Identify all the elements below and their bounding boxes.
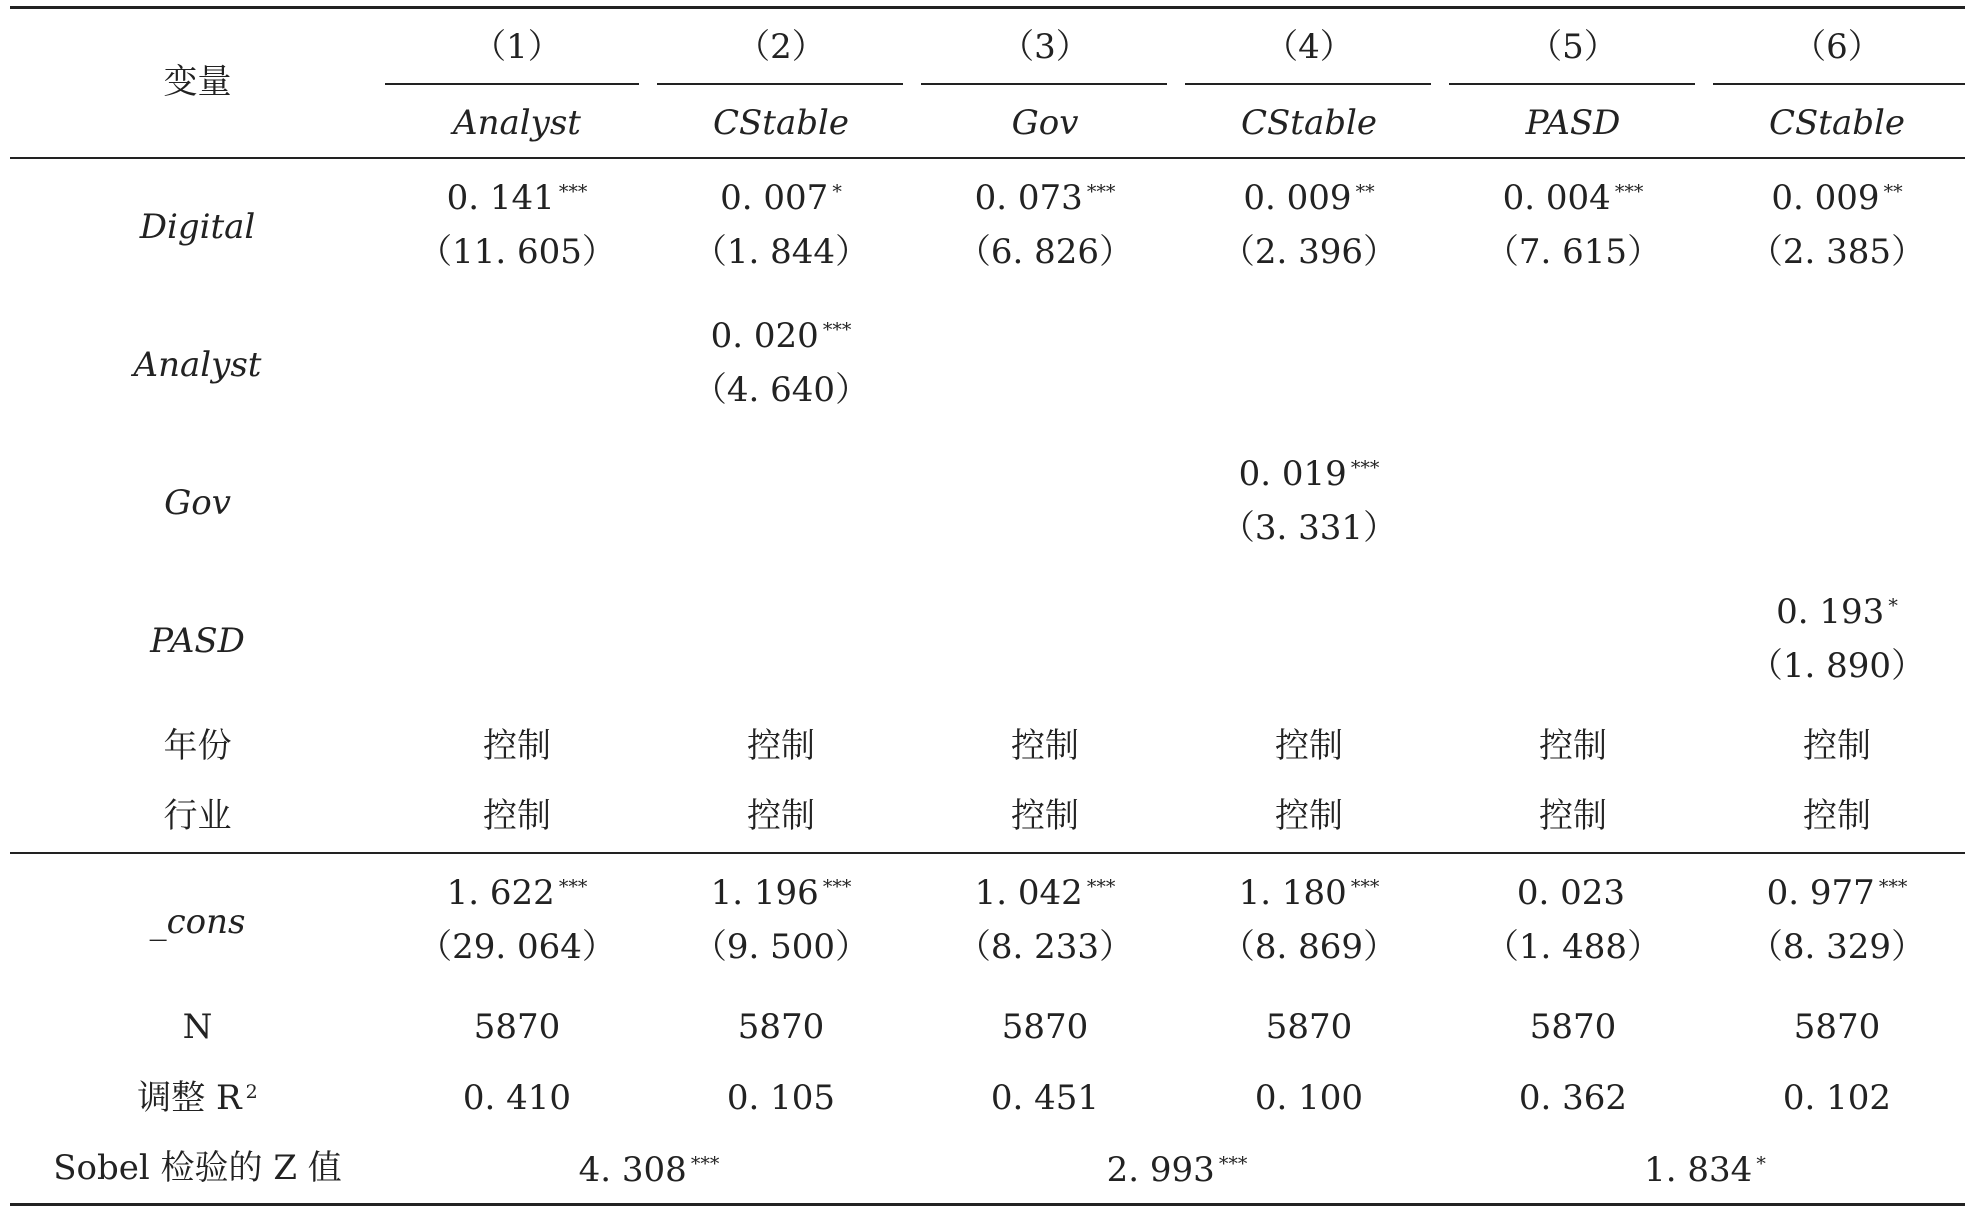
sobel-value-3 (1441, 1150, 1969, 1190)
coef-digital-col5 (1441, 178, 1705, 272)
coef-digital-col1-coef-line (385, 178, 649, 218)
sobel-value-2-stars: *** (1218, 1153, 1248, 1175)
coef-digital-col2 (649, 178, 913, 272)
coef-digital-col4-coefficient: 0. 009 (1243, 178, 1352, 218)
control-year-4: 控制 (1275, 726, 1343, 766)
coef-cons-col3 (913, 873, 1177, 967)
coef-cons-col1-stars: *** (558, 876, 588, 898)
n-value-3: 5870 (1001, 1007, 1089, 1047)
coef-gov-col4-coef-line (1177, 454, 1441, 494)
coef-digital-col5-stars: *** (1614, 181, 1644, 203)
coef-cons-col2-coef-line (649, 873, 913, 913)
coef-digital-col1-coefficient: 0. 141 (446, 178, 555, 218)
r2-value-4: 0. 100 (1254, 1078, 1364, 1118)
coef-digital-col6 (1705, 178, 1969, 272)
dep-var-1: Analyst (453, 103, 581, 143)
n-value-6: 5870 (1793, 1007, 1881, 1047)
n-value-1: 5870 (473, 1007, 561, 1047)
coef-digital-col6-stars: ** (1883, 181, 1903, 203)
coef-cons-col1-coef-line (385, 873, 649, 913)
coef-cons-col3-stars: *** (1086, 876, 1116, 898)
coef-digital-col2-coef-line (649, 178, 913, 218)
coef-digital-col5-coef-line (1441, 178, 1705, 218)
coef-cons-col6-coef-line (1705, 873, 1969, 913)
control-industry-1: 控制 (483, 796, 551, 836)
row-label-cons: _cons (149, 902, 246, 942)
col-number-5: （5） (1528, 27, 1618, 67)
coef-cons-col2 (649, 873, 913, 967)
coef-pasd-col6-stars: * (1888, 595, 1898, 617)
r2-label (10, 1078, 385, 1118)
col-number-3: （3） (1000, 27, 1090, 67)
r2-value-6: 0. 102 (1782, 1078, 1892, 1118)
col-number-2: （2） (736, 27, 826, 67)
coef-analyst-col2-coefficient: 0. 020 (710, 316, 819, 356)
coef-cons-col3-coef-line (913, 873, 1177, 913)
coef-cons-col1-coefficient: 1. 622 (446, 873, 555, 913)
coef-analyst-col2 (649, 316, 913, 410)
coef-cons-col6-tstat: （8. 329） (1748, 927, 1926, 967)
dep-var-6: CStable (1769, 103, 1905, 143)
row-label-digital: Digital (139, 207, 256, 247)
row-label-gov: Gov (164, 483, 231, 523)
control-industry-2: 控制 (747, 796, 815, 836)
r2-value-2: 0. 105 (726, 1078, 836, 1118)
coef-analyst-col2-tstat: （4. 640） (692, 370, 870, 410)
coef-cons-col4-stars: *** (1350, 876, 1380, 898)
r2-label-text: 调整 R (137, 1078, 242, 1118)
control-year-6: 控制 (1803, 726, 1871, 766)
control-label-year: 年份 (163, 726, 232, 766)
r2-value-1: 0. 410 (462, 1078, 572, 1118)
control-year-2: 控制 (747, 726, 815, 766)
coef-cons-col5-coef-line (1441, 873, 1705, 913)
coef-digital-col4-stars: ** (1355, 181, 1375, 203)
coef-digital-col4-tstat: （2. 396） (1220, 232, 1398, 272)
control-year-1: 控制 (483, 726, 551, 766)
coef-cons-col3-coefficient: 1. 042 (974, 873, 1083, 913)
row-label-pasd: PASD (150, 621, 245, 661)
coef-cons-col4-coef-line (1177, 873, 1441, 913)
control-label-industry: 行业 (163, 796, 232, 836)
coef-digital-col2-tstat: （1. 844） (692, 232, 870, 272)
coef-digital-col1 (385, 178, 649, 272)
coef-digital-col3-tstat: （6. 826） (956, 232, 1134, 272)
col-number-4: （4） (1264, 27, 1354, 67)
coef-digital-col5-coefficient: 0. 004 (1502, 178, 1611, 218)
r2-value-5: 0. 362 (1518, 1078, 1628, 1118)
header-underline-5 (1449, 83, 1695, 85)
dep-var-3: Gov (1011, 103, 1079, 143)
coef-cons-col1 (385, 873, 649, 967)
controls-bottom-rule (10, 852, 1965, 854)
sobel-value-1-stars: *** (690, 1153, 720, 1175)
control-industry-4: 控制 (1275, 796, 1343, 836)
control-industry-6: 控制 (1803, 796, 1871, 836)
coef-cons-col2-stars: *** (822, 876, 852, 898)
coef-digital-col6-tstat: （2. 385） (1748, 232, 1926, 272)
coef-digital-col2-stars: * (832, 181, 842, 203)
header-underline-4 (1185, 83, 1431, 85)
coef-analyst-col2-coef-line (649, 316, 913, 356)
n-value-2: 5870 (737, 1007, 825, 1047)
coef-cons-col3-tstat: （8. 233） (956, 927, 1134, 967)
coef-digital-col4-coef-line (1177, 178, 1441, 218)
r2-value-3: 0. 451 (990, 1078, 1100, 1118)
coef-cons-col5-coefficient: 0. 023 (1516, 873, 1626, 913)
variable-header: 变量 (163, 62, 232, 102)
sobel-value-3-stars: * (1756, 1153, 1766, 1175)
coef-cons-col6 (1705, 873, 1969, 967)
sobel-value-3-number: 1. 834 (1644, 1150, 1753, 1190)
coef-pasd-col6-tstat: （1. 890） (1748, 646, 1926, 686)
row-label-analyst: Analyst (133, 345, 262, 385)
header-bottom-rule (10, 157, 1965, 159)
control-year-5: 控制 (1539, 726, 1607, 766)
coef-pasd-col6-coef-line (1705, 592, 1969, 632)
coef-digital-col1-tstat: （11. 605） (418, 232, 616, 272)
coef-cons-col5-tstat: （1. 488） (1484, 927, 1662, 967)
coef-digital-col6-coefficient: 0. 009 (1771, 178, 1880, 218)
coef-digital-col6-coef-line (1705, 178, 1969, 218)
coef-digital-col5-tstat: （7. 615） (1484, 232, 1662, 272)
coef-cons-col4-tstat: （8. 869） (1220, 927, 1398, 967)
n-value-4: 5870 (1265, 1007, 1353, 1047)
coef-digital-col4 (1177, 178, 1441, 272)
header-underline-1 (385, 83, 639, 85)
dep-var-2: CStable (713, 103, 849, 143)
coef-digital-col1-stars: *** (558, 181, 588, 203)
coef-gov-col4 (1177, 454, 1441, 548)
bottom-rule (10, 1203, 1965, 1206)
coef-cons-col6-coefficient: 0. 977 (1766, 873, 1875, 913)
sobel-value-2-number: 2. 993 (1106, 1150, 1215, 1190)
n-label: N (182, 1007, 213, 1047)
coef-pasd-col6 (1705, 592, 1969, 686)
coef-digital-col3 (913, 178, 1177, 272)
col-number-6: （6） (1792, 27, 1882, 67)
control-industry-5: 控制 (1539, 796, 1607, 836)
sobel-value-2 (913, 1150, 1441, 1190)
coef-gov-col4-coefficient: 0. 019 (1238, 454, 1347, 494)
coef-analyst-col2-stars: *** (822, 319, 852, 341)
sobel-value-1-number: 4. 308 (578, 1150, 687, 1190)
coef-cons-col1-tstat: （29. 064） (418, 927, 616, 967)
n-value-5: 5870 (1529, 1007, 1617, 1047)
header-underline-6 (1713, 83, 1965, 85)
coef-gov-col4-tstat: （3. 331） (1220, 508, 1398, 548)
coef-cons-col2-tstat: （9. 500） (692, 927, 870, 967)
dep-var-4: CStable (1241, 103, 1377, 143)
coef-digital-col3-coef-line (913, 178, 1177, 218)
control-year-3: 控制 (1011, 726, 1079, 766)
coef-gov-col4-stars: *** (1350, 457, 1380, 479)
coef-digital-col3-coefficient: 0. 073 (974, 178, 1083, 218)
coef-cons-col2-coefficient: 1. 196 (710, 873, 819, 913)
col-number-1: （1） (472, 27, 562, 67)
r2-label-superscript: 2 (245, 1081, 258, 1103)
coef-cons-col6-stars: *** (1878, 876, 1908, 898)
sobel-label: Sobel 检验的 Z 值 (53, 1148, 342, 1188)
header-underline-2 (657, 83, 903, 85)
coef-pasd-col6-coefficient: 0. 193 (1776, 592, 1885, 632)
coef-cons-col4 (1177, 873, 1441, 967)
coef-cons-col5 (1441, 873, 1705, 967)
coef-digital-col2-coefficient: 0. 007 (720, 178, 829, 218)
top-rule (10, 6, 1965, 9)
header-underline-3 (921, 83, 1167, 85)
coef-cons-col4-coefficient: 1. 180 (1238, 873, 1347, 913)
coef-digital-col3-stars: *** (1086, 181, 1116, 203)
sobel-value-1 (385, 1150, 913, 1190)
dep-var-5: PASD (1525, 103, 1621, 143)
control-industry-3: 控制 (1011, 796, 1079, 836)
